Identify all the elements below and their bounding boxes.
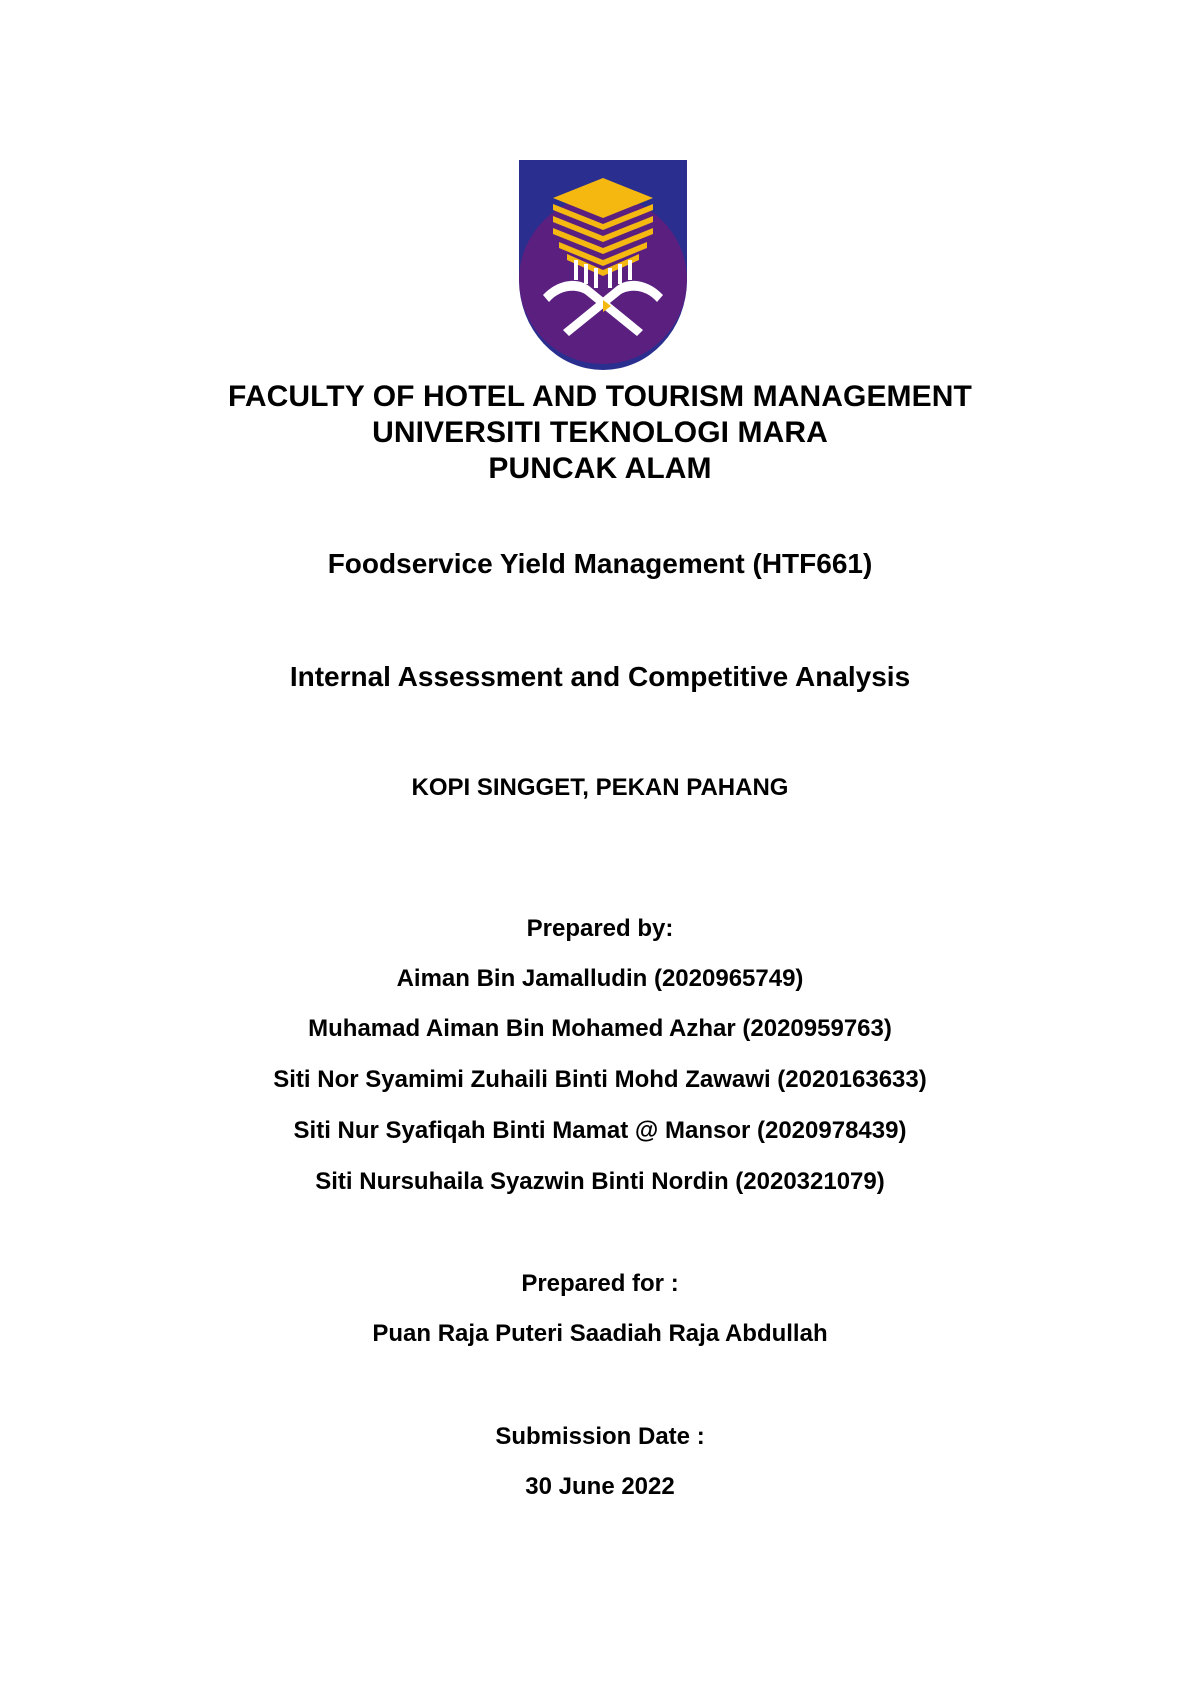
assignment-title: Internal Assessment and Competitive Analysis <box>289 661 911 692</box>
crest-purple-arc <box>519 196 687 364</box>
member-name: Aiman Bin Jamalludin (2020965749) <box>396 965 804 992</box>
member-name: Siti Nor Syamimi Zuhaili Binti Mohd Zawawi (2020163633) <box>273 1066 927 1093</box>
lecturer-name: Puan Raja Puteri Saadiah Raja Abdullah <box>372 1320 828 1347</box>
course-title: Foodservice Yield Management (HTF661) <box>327 548 873 579</box>
faculty-name: FACULTY OF HOTEL AND TOURISM MANAGEMENT <box>228 380 972 413</box>
member-name: Siti Nur Syafiqah Binti Mamat @ Mansor (2020978439) <box>293 1117 907 1144</box>
member-name: Siti Nursuhaila Syazwin Binti Nordin (2020321079) <box>315 1168 885 1195</box>
subject-title: KOPI SINGGET, PEKAN PAHANG <box>411 774 789 801</box>
prepared-for-label: Prepared for : <box>521 1270 679 1297</box>
campus-name: PUNCAK ALAM <box>488 452 712 485</box>
prepared-by-label: Prepared by: <box>526 915 674 942</box>
university-name: UNIVERSITI TEKNOLOGI MARA <box>372 416 828 449</box>
submission-date-label: Submission Date : <box>495 1423 705 1450</box>
submission-date: 30 June 2022 <box>525 1473 675 1500</box>
university-crest-logo <box>519 160 687 370</box>
member-name: Muhamad Aiman Bin Mohamed Azhar (2020959763) <box>308 1015 892 1042</box>
